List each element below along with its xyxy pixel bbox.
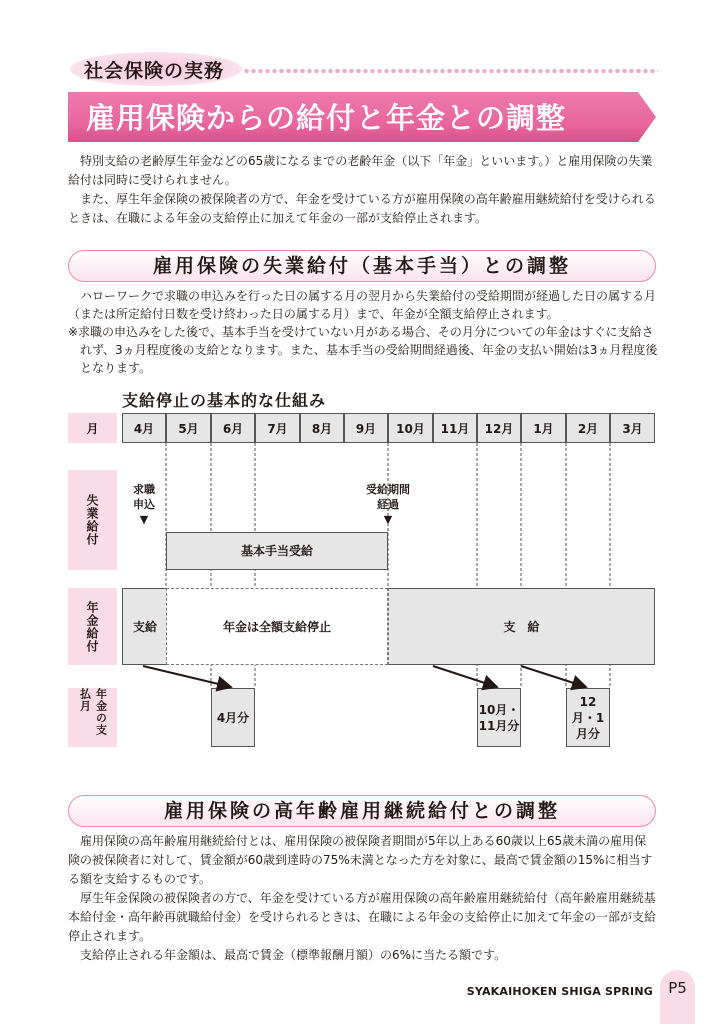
- row-label-payment: [68, 688, 117, 747]
- month-cell: 2月: [566, 413, 610, 443]
- row-label-text: 年金給付: [85, 600, 99, 653]
- month-cell: 9月: [344, 413, 388, 443]
- month-cell: 7月: [255, 413, 300, 443]
- month-cell: 4月: [122, 413, 166, 443]
- marker-job-application: [124, 482, 164, 527]
- section-heading-elderly-employment: 雇用保険の高年齢雇用継続給付との調整: [68, 795, 656, 827]
- page-number: P5: [660, 970, 695, 1024]
- publication-name: SYAKAIHOKEN SHIGA SPRING: [466, 985, 653, 998]
- diagram-title: 支給停止の基本的な仕組み: [122, 391, 327, 410]
- marker-label: 受給期間経過: [366, 483, 410, 511]
- month-cell: 1月: [521, 413, 566, 443]
- pension-paid-before: 支給: [122, 588, 167, 665]
- marker-period-expire: [358, 482, 418, 527]
- pension-stopped: 年金は全額支給停止: [166, 588, 388, 665]
- month-cell: 8月: [300, 413, 344, 443]
- row-label-text: 失業給付: [85, 494, 99, 546]
- section1-note: ※求職の申込みをした後で、基本手当を受けていない月がある場合、その月分についての年金はすぐに支給されず、3ヵ月程度後の支給となります。また、基本手当の受給期間経過後、年金の支払い開始は3ヵ月程度後となります。: [68, 325, 658, 375]
- section2-paragraph: 厚生年金保険の被保険者の方で、年金を受けている方が雇用保険の高年齢雇用継続給付（高年齢雇用継続基本給付金・高年齢再就職給付金）を受けられるときは、在職による年金の支給停止に加えて年金の一部が支給停止されます。: [68, 891, 657, 943]
- payment-box: 10月・11月分: [477, 688, 521, 747]
- row-label-pension: [68, 588, 117, 665]
- month-cell: 11月: [433, 413, 477, 443]
- marker-label: 求職申込: [133, 483, 155, 511]
- down-triangle-icon: ▼: [139, 513, 149, 526]
- section2-paragraph: 支給停止される年金額は、最高で賃金（標準報酬月額）の6%に当たる額です。: [80, 948, 507, 962]
- category-label: 社会保険の実務: [84, 60, 225, 82]
- month-cell: 6月: [211, 413, 255, 443]
- row-label-unemployment: [68, 470, 117, 570]
- intro-paragraph: また、厚生年金保険の被保険者の方で、年金を受けている方が雇用保険の高年齢雇用継続給付を受けられるときは、在職による年金の支給停止に加えて年金の一部が支給停止されます。: [68, 192, 656, 225]
- down-triangle-icon: ▼: [383, 513, 393, 526]
- payment-box: 4月分: [211, 688, 255, 747]
- pension-paid-after: 支 給: [388, 588, 655, 665]
- section2-text: [68, 832, 658, 965]
- month-cell: 10月: [388, 413, 433, 443]
- row-label-text: 年金の支払月: [78, 688, 108, 736]
- intro-paragraph: 特別支給の老齢厚生年金などの65歳になるまでの老齢年金（以下「年金」といいます。）と雇用保険の失業給付は同時に受けられません。: [68, 154, 653, 187]
- section-heading-unemployment: 雇用保険の失業給付（基本手当）との調整: [68, 250, 656, 282]
- month-cell: 5月: [166, 413, 211, 443]
- month-cell: 12月: [477, 413, 521, 443]
- row-label-month: 月: [68, 413, 117, 443]
- basic-allowance-bar: 基本手当受給: [166, 532, 388, 570]
- section1-body: ハローワークで求職の申込みを行った日の属する月の翌月から失業給付の受給期間が経過した日の属する月（または所定給付日数を受け終わった日の属する月）まで、年金が全額支給停止されます。: [68, 289, 657, 321]
- section2-paragraph: 雇用保険の高年齢雇用継続給付とは、雇用保険の被保険者期間が5年以上ある60歳以上65歳未満の雇用保険の被保険者に対して、賃金額が60歳到達時の75%未満となった方を対象に、最高で賃金額の15%に相当する額を支給するものです。: [68, 834, 653, 886]
- month-cell: 3月: [610, 413, 655, 443]
- page-title: 雇用保険からの給付と年金との調整: [86, 101, 567, 135]
- payment-box: 12月・1月分: [566, 688, 610, 747]
